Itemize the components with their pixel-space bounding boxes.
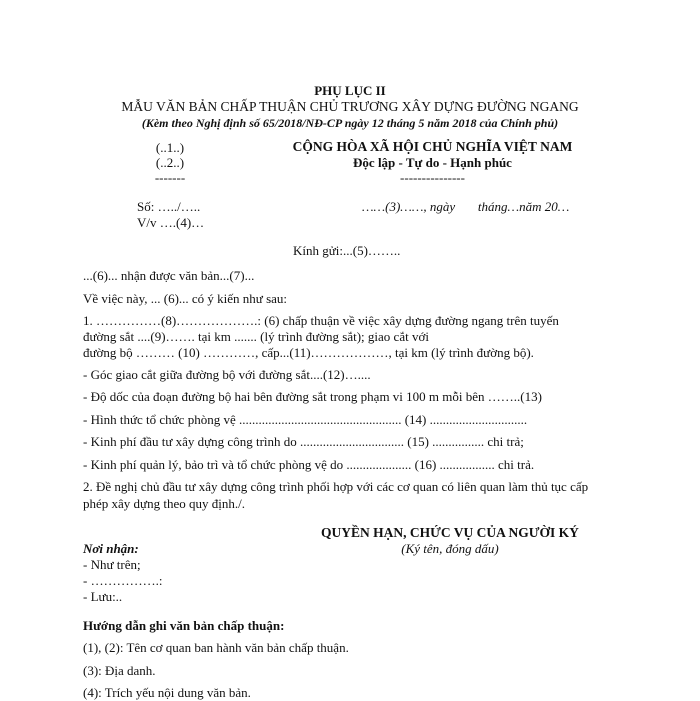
signature-note: (Ký tên, đóng dấu)	[401, 541, 499, 556]
decree-reference: (Kèm theo Nghị định số 65/2018/NĐ-CP ngày 12 tháng 5 năm 2018 của Chính phủ)	[141, 116, 559, 130]
nation-name: CỘNG HÒA XÃ HỘI CHỦ NGHĨA VIỆT NAM	[292, 139, 573, 154]
guide-item-4: (4): Trích yếu nội dung văn bản.	[83, 685, 251, 700]
opinion-paragraph: Về việc này, ... (6)... có ý kiến như sau:	[83, 291, 288, 306]
issuer-line-1: (..1..)	[155, 140, 185, 155]
recipient-1: - Như trên;	[83, 557, 141, 572]
recipient-archive: - Lưu:..	[83, 589, 123, 604]
item-2-line-1: 2. Đề nghị chủ đầu tư xây dựng công trình phối hợp với các cơ quan có liên quan làm thủ tục cấp	[83, 479, 589, 494]
appendix-title: PHỤ LỤC II	[314, 83, 386, 98]
received-paragraph: ...(6)... nhận được văn bản...(7)...	[83, 268, 255, 283]
bullet-management-funding: - Kinh phí quản lý, bảo trì và tổ chức phòng vệ do .................... (16) ................. chi trả.	[83, 457, 535, 472]
recipient-2: - …………….:	[83, 573, 163, 588]
guide-title: Hướng dẫn ghi văn bản chấp thuận:	[83, 618, 285, 633]
bullet-investment-funding: - Kinh phí đầu tư xây dựng công trình do ................................ (15) ................ chi trả;	[83, 434, 524, 449]
form-title: MẪU VĂN BẢN CHẤP THUẬN CHỦ TRƯƠNG XÂY DỰNG ĐƯỜNG NGANG	[121, 99, 579, 114]
nation-motto: Độc lập - Tự do - Hạnh phúc	[353, 155, 512, 170]
item-1-line-2: đường sắt ....(9)……. tại km ....... (lý trình đường sắt); giao cắt với	[83, 329, 429, 344]
bullet-protection-form: - Hình thức tổ chức phòng vệ .................................................. (14) ..............................	[83, 412, 528, 427]
guide-item-3: (3): Địa danh.	[83, 663, 156, 678]
issuer-rule: -------	[154, 170, 186, 185]
subject-reference: V/v ….(4)…	[137, 215, 205, 230]
issuer-line-2: (..2..)	[155, 155, 185, 170]
signer-title: QUYỀN HẠN, CHỨC VỤ CỦA NGƯỜI KÝ	[321, 525, 579, 540]
item-1-line-1: 1. ……………(8)……………….: (6) chấp thuận về việc xây dựng đường ngang trên tuyến	[83, 313, 559, 328]
guide-item-1-2: (1), (2): Tên cơ quan ban hành văn bản chấp thuận.	[83, 640, 349, 655]
salutation: Kính gửi:...(5)……..	[293, 243, 401, 258]
document-number: Số: …../…..	[137, 199, 201, 214]
nation-rule: ---------------	[400, 170, 465, 185]
item-2-line-2: phép xây dựng theo quy định./.	[83, 496, 245, 511]
recipients-label: Nơi nhận:	[83, 541, 139, 556]
item-1-line-3: đường bộ ……… (10) …………, cấp...(11)………………, tại km (lý trình đường bộ).	[83, 345, 534, 360]
bullet-crossing-angle: - Góc giao cắt giữa đường bộ với đường sắt....(12)…....	[83, 367, 371, 382]
bullet-road-slope: - Độ dốc của đoạn đường bộ hai bên đường sắt trong phạm vi 100 m mỗi bên ……..(13)	[83, 389, 542, 404]
date-line: ……(3)……, ngày tháng…năm 20…	[362, 199, 570, 214]
